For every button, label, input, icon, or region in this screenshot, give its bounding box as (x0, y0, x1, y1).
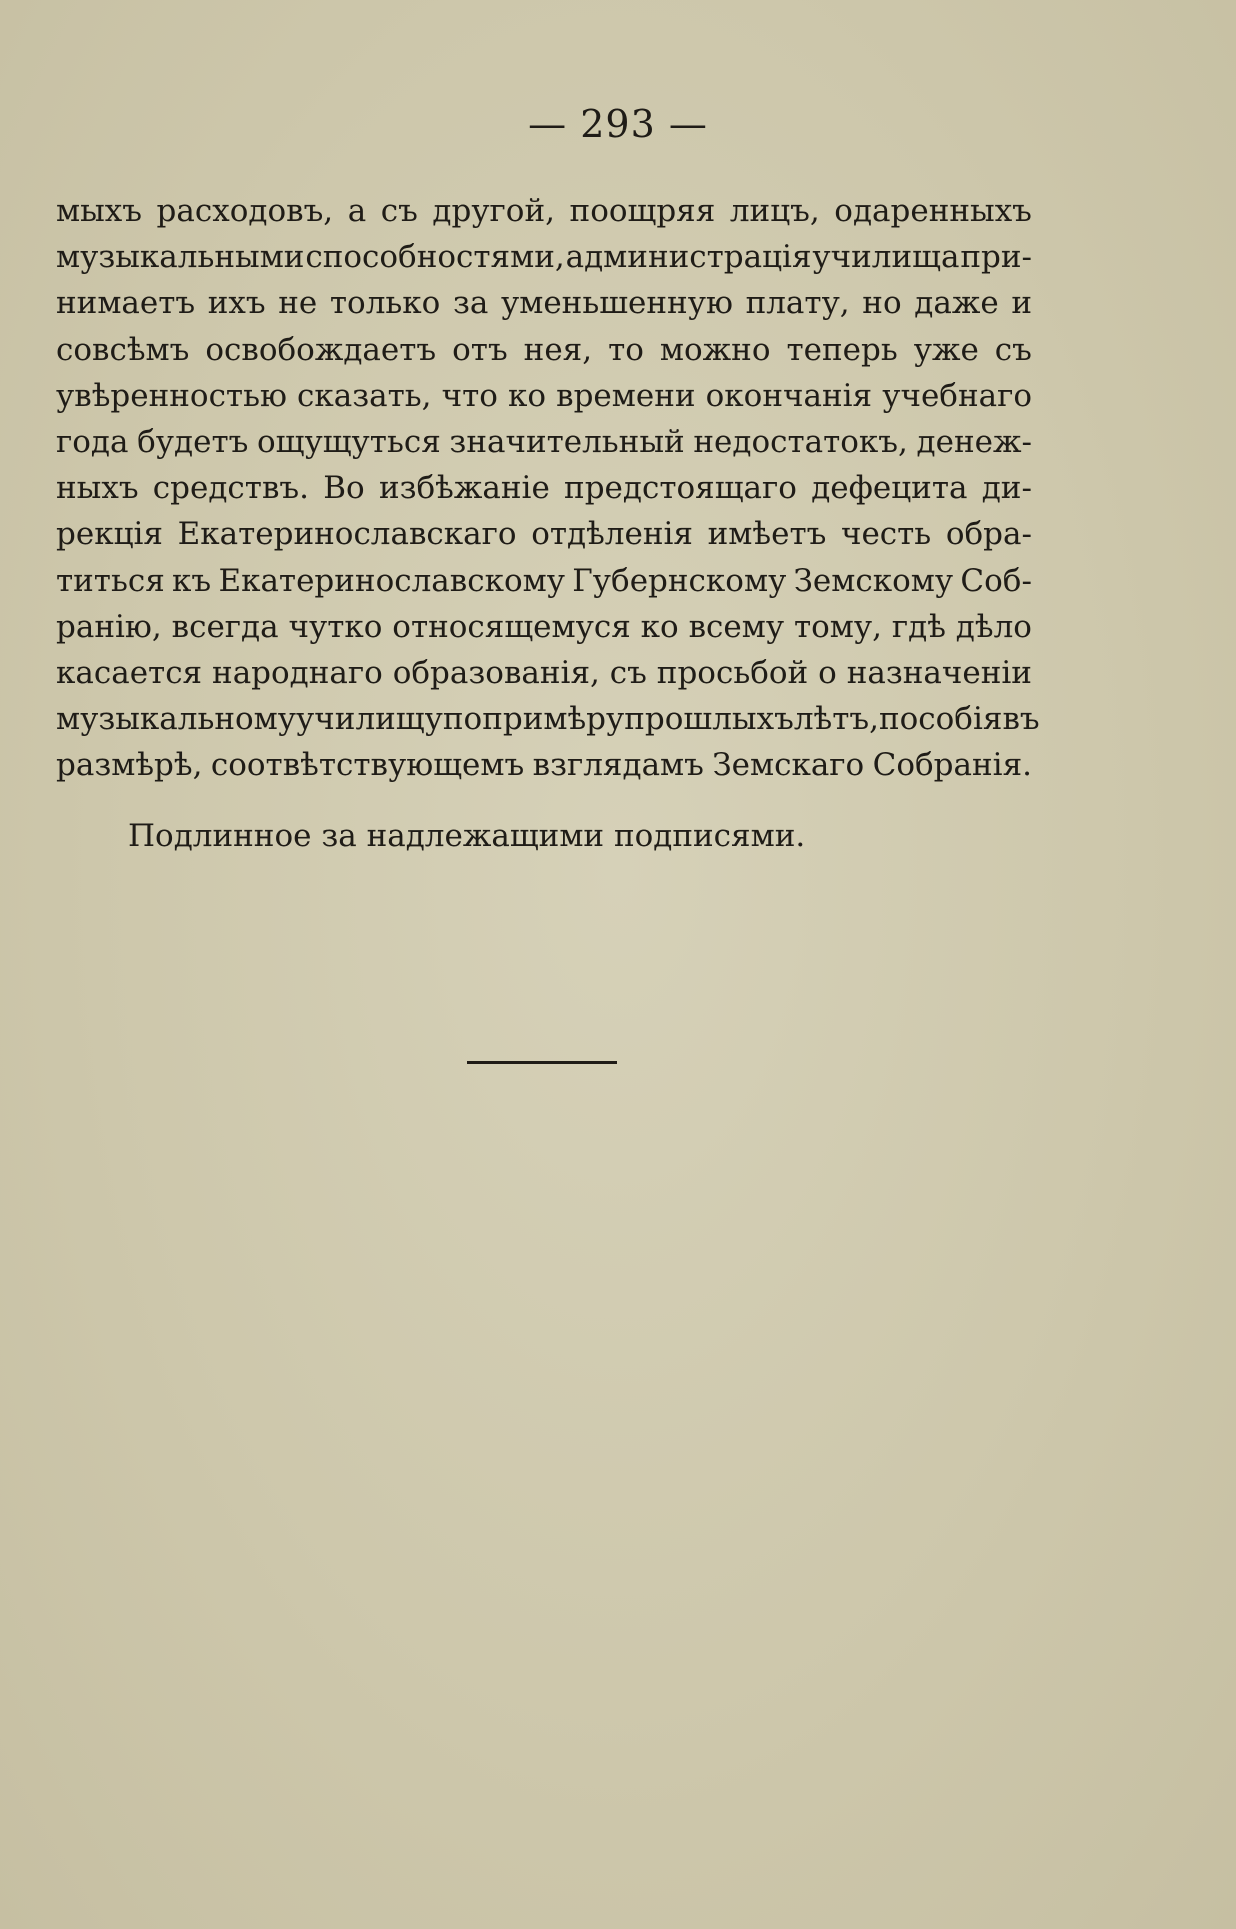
word: года (56, 423, 129, 460)
word: всему (688, 608, 785, 645)
word: Соб- (960, 562, 1032, 599)
word: обра- (945, 516, 1032, 553)
word: тому, (793, 608, 883, 645)
word: не (278, 285, 318, 322)
word: поощряя (569, 193, 716, 229)
word: а (347, 193, 367, 229)
word: нимаетъ (56, 285, 196, 322)
word: ихъ (207, 285, 266, 322)
closing-line: Подлинное за надлежащими подписями. (128, 818, 806, 854)
word: значительный (449, 423, 685, 460)
word: способностями, (305, 239, 565, 276)
word: уже (913, 331, 979, 368)
word: ко (640, 608, 679, 645)
text-line (56, 280, 1032, 326)
word: ощущуться (257, 423, 441, 460)
word: дѣло (955, 608, 1032, 645)
word: рекція (56, 516, 163, 553)
word: образованія, (392, 654, 600, 691)
word: училищу (296, 701, 443, 738)
word: нея, (523, 331, 593, 368)
word: средствъ. (152, 470, 309, 507)
text-line (56, 373, 1032, 419)
word: теперь (786, 331, 898, 368)
word: мыхъ (56, 193, 142, 229)
word: съ (380, 193, 418, 229)
word: учебнаго (882, 377, 1032, 414)
text-line (56, 558, 1032, 604)
word: Екатеринославскому (218, 562, 565, 599)
word: ди- (981, 470, 1032, 507)
word: размѣрѣ, (56, 747, 203, 784)
word: Собранія. (872, 747, 1032, 784)
word: дефецита (811, 470, 968, 507)
text-line (56, 419, 1032, 465)
word: прошлыхъ (624, 701, 794, 738)
text-line (56, 465, 1032, 511)
word: имѣетъ (707, 516, 827, 553)
page-number: — 293 — (528, 102, 708, 146)
word: совсѣмъ (56, 331, 190, 368)
word: о (818, 654, 837, 691)
word: Екатеринославскаго (177, 516, 517, 553)
word: отдѣленія (531, 516, 693, 553)
word: лицъ, (729, 193, 820, 229)
word: въ (1002, 701, 1040, 738)
word: окончанія (705, 377, 873, 414)
word: народнаго (212, 654, 383, 691)
word: денеж- (916, 423, 1032, 460)
text-line (56, 188, 1032, 234)
body-paragraph (56, 188, 1040, 788)
word: отъ (452, 331, 508, 368)
word: но (862, 285, 902, 322)
word: ранію, (56, 608, 162, 645)
text-line (56, 742, 1032, 788)
word: расходовъ, (156, 193, 334, 229)
word: чутко (288, 608, 383, 645)
word: пособія (878, 701, 1003, 738)
word: Земскаго (712, 747, 865, 784)
word: даже (914, 285, 999, 322)
word: избѣжаніе (378, 470, 550, 507)
word: къ (172, 562, 212, 599)
closing-rule (467, 1061, 617, 1064)
word: ныхъ (56, 470, 139, 507)
word: за (452, 285, 489, 322)
word: всегда (171, 608, 279, 645)
word: музыкальными (56, 239, 305, 276)
word: администрація (565, 239, 812, 276)
word: назначеніи (846, 654, 1032, 691)
word: по (442, 701, 483, 738)
word: лѣтъ, (793, 701, 879, 738)
word: касается (56, 654, 203, 691)
word: Губернскому (572, 562, 787, 599)
text-line (56, 327, 1032, 373)
word: плату, (745, 285, 850, 322)
word: то (608, 331, 644, 368)
word: уменьшенную (500, 285, 733, 322)
word: увѣренностью (56, 377, 287, 414)
word: училища (812, 239, 960, 276)
word: другой, (432, 193, 555, 229)
word: недостатокъ, (693, 423, 908, 460)
word: сказать, (297, 377, 432, 414)
word: съ (994, 331, 1032, 368)
word: предстоящаго (564, 470, 797, 507)
word: что (441, 377, 498, 414)
word: титься (56, 562, 165, 599)
word: можно (659, 331, 771, 368)
text-line (56, 650, 1032, 696)
word: музыкальному (56, 701, 297, 738)
text-line (56, 511, 1032, 557)
word: взглядамъ (532, 747, 704, 784)
word: только (329, 285, 441, 322)
word: относящемуся (392, 608, 631, 645)
word: примѣру (482, 701, 625, 738)
text-line (56, 696, 1040, 742)
word: Во (323, 470, 365, 507)
text-line (56, 604, 1032, 650)
word: времени (556, 377, 696, 414)
word: Земскому (793, 562, 954, 599)
word: соотвѣтствующемъ (210, 747, 525, 784)
word: просьбой (656, 654, 809, 691)
word: честь (840, 516, 932, 553)
word: съ (609, 654, 647, 691)
word: освобождаетъ (205, 331, 437, 368)
word: гдѣ (891, 608, 946, 645)
text-line (56, 234, 1032, 280)
word: будетъ (137, 423, 249, 460)
word: одаренныхъ (834, 193, 1032, 229)
word: при- (960, 239, 1032, 276)
word: ко (508, 377, 547, 414)
word: и (1011, 285, 1032, 322)
